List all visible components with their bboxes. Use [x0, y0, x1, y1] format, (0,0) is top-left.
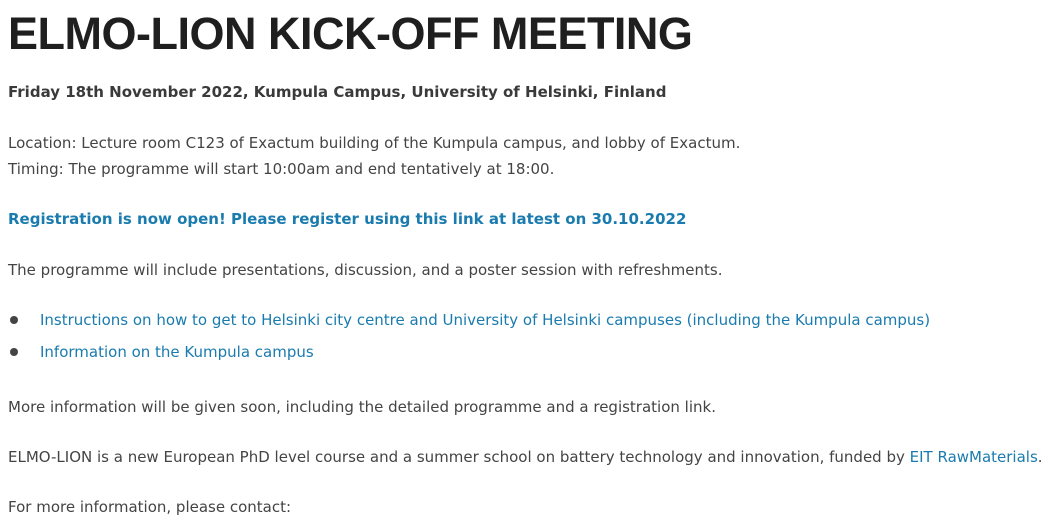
eit-rawmaterials-link[interactable]: EIT RawMaterials [909, 448, 1038, 466]
course-description [8, 445, 1043, 469]
programme-text: The programme will include presentations, discussion, and a poster session with refreshments. [8, 261, 723, 279]
event-date-location: Friday 18th November 2022, Kumpula Campus, University of Helsinki, Finland [8, 83, 667, 101]
bullet-icon [10, 316, 18, 324]
helsinki-instructions-link[interactable]: Instructions on how to get to Helsinki city centre and University of Helsinki campuses (including the Kumpula campus) [40, 311, 931, 329]
description-prefix: ELMO-LION is a new European PhD level course and a summer school on battery technology and innovation, funded by [8, 448, 910, 466]
timing-text: Timing: The programme will start 10:00am and end tentatively at 18:00. [8, 160, 555, 178]
bullet-icon [10, 348, 18, 356]
kumpula-campus-link[interactable]: Information on the Kumpula campus [40, 343, 314, 361]
description-suffix: . [1037, 448, 1043, 466]
location-text: Location: Lecture room C123 of Exactum building of the Kumpula campus, and lobby of Exactum. [8, 134, 741, 152]
contact-text: For more information, please contact: [8, 498, 292, 516]
list-item [8, 340, 1008, 364]
registration-link[interactable]: Registration is now open! Please register using this link at latest on 30.10.2022 [8, 210, 687, 228]
list-item [8, 308, 1008, 332]
more-info-text: More information will be given soon, including the detailed programme and a registration link. [8, 398, 716, 416]
page-title: ELMO-LION KICK-OFF MEETING [8, 8, 693, 59]
